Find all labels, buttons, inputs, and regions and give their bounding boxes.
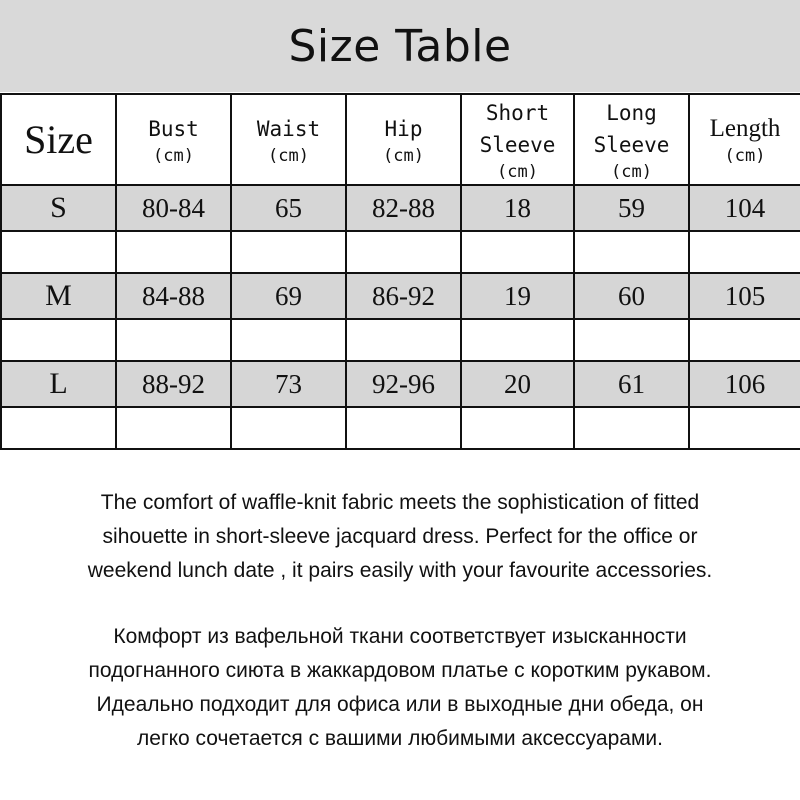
length-cell: 104: [689, 185, 800, 231]
header-length: [689, 94, 800, 185]
description-line: Идеально подходит для офиса или в выходные дни обеда, он: [96, 693, 704, 716]
waist-cell: 69: [231, 273, 346, 319]
short-sleeve-cell: 18: [461, 185, 574, 231]
description-line: weekend lunch date , it pairs easily with your favourite accessories.: [87, 559, 713, 582]
size-cell: L: [1, 361, 116, 407]
header-long-sleeve: [574, 94, 689, 185]
empty-cell: [1, 319, 116, 361]
header-label: Length: [709, 114, 781, 142]
spacer-row: [1, 231, 800, 273]
description-line: легко сочетается с вашими любимыми аксессуарами.: [137, 727, 663, 750]
empty-cell: [461, 407, 574, 449]
description-line: Комфорт из вафельной ткани соответствует изысканности: [113, 625, 687, 648]
empty-cell: [346, 231, 461, 273]
waist-cell: 65: [231, 185, 346, 231]
empty-cell: [346, 319, 461, 361]
bust-cell: 80-84: [116, 185, 231, 231]
size-cell: S: [1, 185, 116, 231]
hip-cell: 82-88: [346, 185, 461, 231]
empty-cell: [231, 231, 346, 273]
table-row: [1, 273, 800, 319]
waist-cell: 73: [231, 361, 346, 407]
header-label: Sleeve: [593, 132, 670, 157]
empty-cell: [461, 319, 574, 361]
header-size: Size: [1, 94, 116, 185]
header-unit: (cm): [611, 161, 652, 182]
title-bar: [0, 0, 800, 92]
header-unit: (cm): [153, 145, 194, 166]
header-label: Waist: [256, 116, 321, 141]
description-line: sihouette in short-sleeve jacquard dress. Perfect for the office or: [102, 525, 698, 548]
long-sleeve-cell: 59: [574, 185, 689, 231]
header-label: Sleeve: [479, 132, 556, 157]
empty-cell: [231, 319, 346, 361]
size-cell: M: [1, 273, 116, 319]
page-title: Size Table: [288, 20, 512, 72]
header-unit: (cm): [383, 145, 424, 166]
short-sleeve-cell: 20: [461, 361, 574, 407]
spacer-row: [1, 407, 800, 449]
description-line: The comfort of waffle-knit fabric meets the sophistication of fitted: [100, 491, 700, 514]
empty-cell: [1, 231, 116, 273]
header-unit: (cm): [268, 145, 309, 166]
length-cell: 106: [689, 361, 800, 407]
spacer-row: [1, 319, 800, 361]
description-line: подогнанного сиюта в жаккардовом платье с коротким рукавом.: [88, 659, 712, 682]
empty-cell: [689, 319, 800, 361]
empty-cell: [689, 231, 800, 273]
header-label: Hip: [384, 116, 423, 141]
hip-cell: 86-92: [346, 273, 461, 319]
empty-cell: [574, 231, 689, 273]
header-bust: [116, 94, 231, 185]
empty-cell: [346, 407, 461, 449]
header-label: Bust: [148, 116, 199, 141]
empty-cell: [574, 319, 689, 361]
size-table: [0, 93, 800, 450]
bust-cell: 84-88: [116, 273, 231, 319]
description-english: [0, 486, 800, 588]
empty-cell: [461, 231, 574, 273]
table-header-row: [1, 94, 800, 185]
hip-cell: 92-96: [346, 361, 461, 407]
empty-cell: [116, 319, 231, 361]
header-hip: [346, 94, 461, 185]
header-unit: (cm): [724, 145, 766, 166]
length-cell: 105: [689, 273, 800, 319]
empty-cell: [116, 407, 231, 449]
header-waist: [231, 94, 346, 185]
empty-cell: [116, 231, 231, 273]
empty-cell: [689, 407, 800, 449]
empty-cell: [574, 407, 689, 449]
header-unit: (cm): [497, 161, 538, 182]
empty-cell: [1, 407, 116, 449]
short-sleeve-cell: 19: [461, 273, 574, 319]
header-short-sleeve: [461, 94, 574, 185]
long-sleeve-cell: 60: [574, 273, 689, 319]
header-label: Short: [485, 100, 550, 125]
bust-cell: 88-92: [116, 361, 231, 407]
table-row: [1, 361, 800, 407]
header-label: Long: [606, 100, 657, 125]
description-russian: [0, 620, 800, 756]
table-row: [1, 185, 800, 231]
empty-cell: [231, 407, 346, 449]
long-sleeve-cell: 61: [574, 361, 689, 407]
